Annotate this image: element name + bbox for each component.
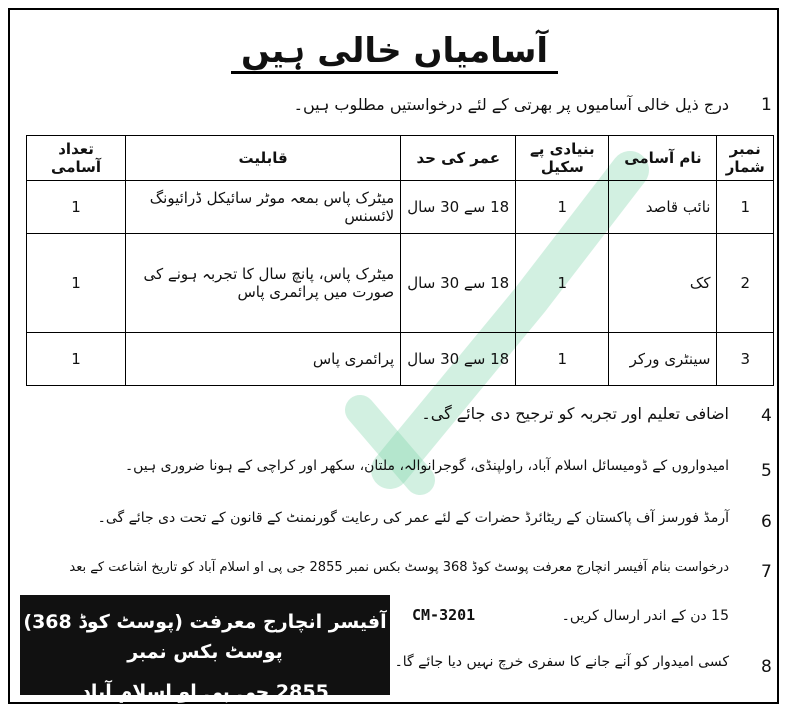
item-text: کسی امیدوار کو آنے جانے کا سفری خرچ نہیں دیا جائے گا۔ <box>394 654 729 670</box>
header-name: نام آسامی <box>609 136 717 181</box>
header-age: عمر کی حد <box>401 136 516 181</box>
cell-count: 1 <box>27 333 126 386</box>
cell-age: 18 سے 30 سال <box>401 234 516 333</box>
cell-name: نائب قاصد <box>609 181 717 234</box>
item-number: 1 <box>761 95 772 115</box>
cell-name: کک <box>609 234 717 333</box>
page-title: آسامیاں خالی ہیں <box>0 30 789 71</box>
cell-qualification: میٹرک پاس بمعہ موٹر سائیکل ڈرائیونگ لائسنس <box>126 181 401 234</box>
cell-count: 1 <box>27 181 126 234</box>
item-text: درج ذیل خالی آسامیوں پر بھرتی کے لئے درخواستیں مطلوب ہیں۔ <box>293 95 729 114</box>
cell-age: 18 سے 30 سال <box>401 333 516 386</box>
item-text: اضافی تعلیم اور تجربہ کو ترجیح دی جائے گی۔ <box>421 404 729 423</box>
vacancy-table <box>26 135 774 386</box>
item-text: امیدواروں کے ڈومیسائل اسلام آباد، راولپنڈی، گوجرانوالہ، ملتان، سکھر اور کراچی کے ہونا ضروری ہیں۔ <box>124 458 729 474</box>
item-number: 4 <box>761 406 772 426</box>
cell-scale: 1 <box>516 181 609 234</box>
table-header-row <box>27 136 774 181</box>
cell-qualification: پرائمری پاس <box>126 333 401 386</box>
address-line: 2855 جی پی او اسلام آباد <box>81 681 329 703</box>
table-row <box>27 333 774 386</box>
cell-sr: 1 <box>717 181 774 234</box>
header-scale: بنیادی پے سکیل <box>516 136 609 181</box>
cell-qualification: میٹرک پاس، پانچ سال کا تجربہ ہونے کی صورت میں پرائمری پاس <box>126 234 401 333</box>
cell-scale: 1 <box>516 234 609 333</box>
cell-name: سینٹری ورکر <box>609 333 717 386</box>
item-text: آرمڈ فورسز آف پاکستان کے ریٹائرڈ حضرات کے لئے عمر کی رعایت گورنمنٹ کے قانون کے تحت دی جائے گی۔ <box>97 510 729 526</box>
cell-age: 18 سے 30 سال <box>401 181 516 234</box>
reference-code: CM-3201 <box>412 606 476 624</box>
cell-count: 1 <box>27 234 126 333</box>
header-sr: نمبر شمار <box>717 136 774 181</box>
item-number: 5 <box>761 461 772 481</box>
item-number: 7 <box>761 562 772 582</box>
item-number: 6 <box>761 512 772 532</box>
table-row <box>27 181 774 234</box>
cell-sr: 2 <box>717 234 774 333</box>
table-row <box>27 234 774 333</box>
header-qualification: قابلیت <box>126 136 401 181</box>
cell-sr: 3 <box>717 333 774 386</box>
item-text: درخواست بنام آفیسر انچارج معرفت پوسٹ کوڈ 368 پوسٹ بکس نمبر 2855 جی پی او اسلام آباد کو تاریخ اشاعت کے بعد <box>69 560 729 575</box>
item-number: 8 <box>761 657 772 677</box>
address-box <box>20 595 390 703</box>
header-count: تعداد آسامی <box>27 136 126 181</box>
item-text-continued: 15 دن کے اندر ارسال کریں۔ <box>561 608 729 624</box>
cell-scale: 1 <box>516 333 609 386</box>
address-line: آفیسر انچارج معرفت (پوسٹ کوڈ 368) پوسٹ بکس نمبر <box>23 611 387 663</box>
